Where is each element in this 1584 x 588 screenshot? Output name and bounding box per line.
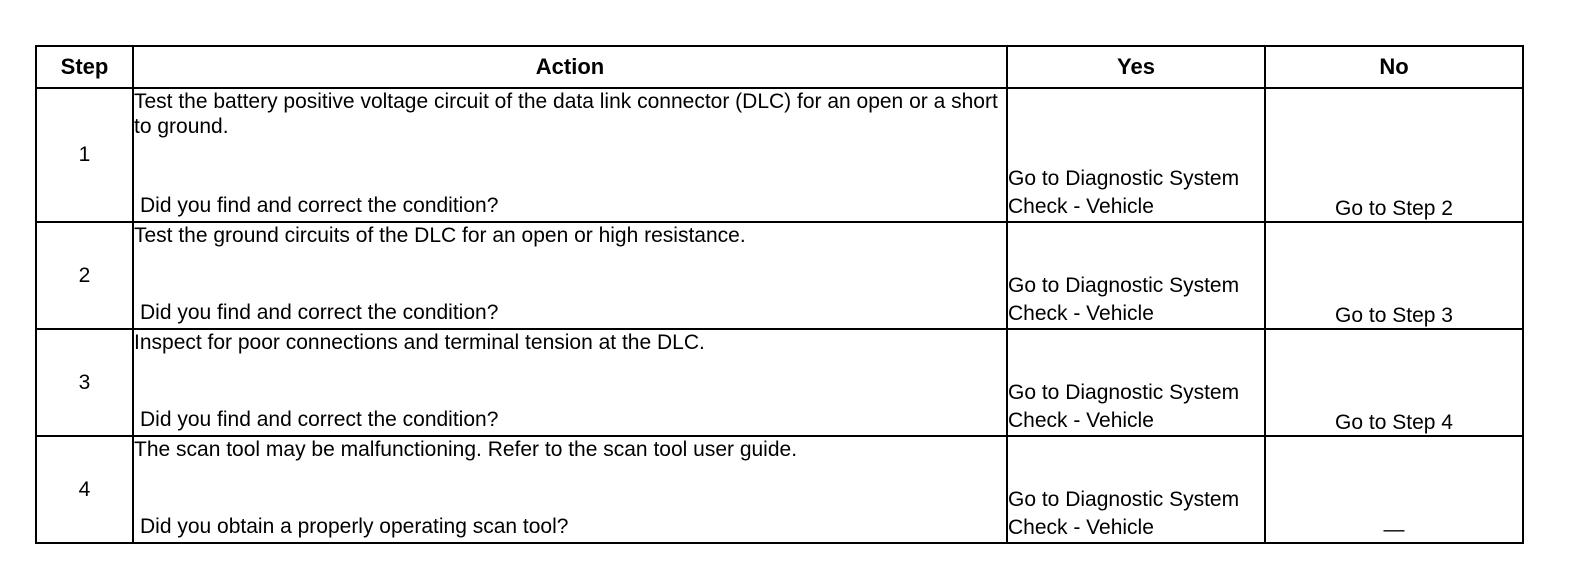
- no-result: —: [1265, 436, 1523, 543]
- diagnostic-table: [35, 45, 1524, 544]
- yes-result: Go to Diagnostic System Check - Vehicle: [1007, 88, 1265, 222]
- table-row: [36, 222, 1523, 329]
- action-question: Did you find and correct the condition?: [140, 301, 499, 324]
- no-result: Go to Step 2: [1265, 88, 1523, 222]
- table-row: [36, 88, 1523, 222]
- header-action: Action: [133, 46, 1007, 88]
- table-row: [36, 329, 1523, 436]
- header-yes: Yes: [1007, 46, 1265, 88]
- action-cell: [133, 88, 1007, 222]
- action-instruction: Inspect for poor connections and terminal tension at the DLC.: [134, 331, 705, 354]
- action-instruction: Test the ground circuits of the DLC for an open or high resistance.: [134, 224, 746, 247]
- yes-result: Go to Diagnostic System Check - Vehicle: [1007, 436, 1265, 543]
- action-cell: [133, 436, 1007, 543]
- action-question: Did you obtain a properly operating scan tool?: [140, 515, 569, 538]
- action-instruction: Test the battery positive voltage circuit of the data link connector (DLC) for an open or a short to ground.: [134, 90, 998, 138]
- step-number: 4: [36, 436, 133, 543]
- no-result: Go to Step 4: [1265, 329, 1523, 436]
- header-step: Step: [36, 46, 133, 88]
- yes-result: Go to Diagnostic System Check - Vehicle: [1007, 222, 1265, 329]
- action-cell: [133, 222, 1007, 329]
- action-instruction: The scan tool may be malfunctioning. Refer to the scan tool user guide.: [134, 438, 798, 461]
- header-row: [36, 46, 1523, 88]
- action-cell: [133, 329, 1007, 436]
- header-no: No: [1265, 46, 1523, 88]
- step-number: 3: [36, 329, 133, 436]
- action-question: Did you find and correct the condition?: [140, 408, 499, 431]
- table-row: [36, 436, 1523, 543]
- step-number: 2: [36, 222, 133, 329]
- yes-result: Go to Diagnostic System Check - Vehicle: [1007, 329, 1265, 436]
- step-number: 1: [36, 88, 133, 222]
- no-result: Go to Step 3: [1265, 222, 1523, 329]
- action-question: Did you find and correct the condition?: [140, 194, 499, 217]
